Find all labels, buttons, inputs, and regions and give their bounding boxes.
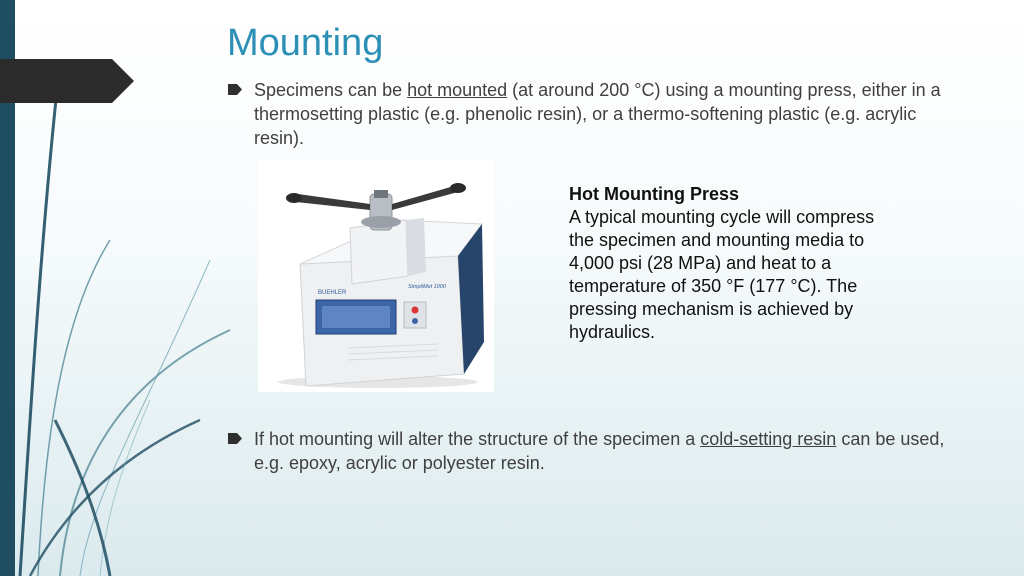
device-brand-label: BUEHLER: [318, 290, 347, 296]
hot-mounting-press-image: [258, 160, 494, 392]
bullet-text-part: (at around 200 °C) using a mounting press, either in a thermosetting plastic (e.g. phenolic resin), or a thermo-softening plastic (e.g. acrylic resin).: [254, 80, 941, 148]
title-arrow-tab: [0, 59, 134, 103]
arrow-bullet-icon: [227, 427, 254, 475]
image-caption: [569, 183, 899, 344]
bullet-text-part: Specimens can be: [254, 80, 408, 100]
hot-mounted-link[interactable]: hot mounted: [407, 80, 508, 100]
bullet-cold-setting: [227, 427, 967, 475]
cold-setting-resin-link[interactable]: cold-setting resin: [700, 429, 837, 449]
bullet-text-part: can be used, e.g. epoxy, acrylic or polyester resin.: [254, 429, 945, 473]
device-model-label: SimpliMet 1000: [408, 284, 446, 290]
bullet-text-part: If hot mounting will alter the structure of the specimen a: [254, 429, 701, 449]
bullet-hot-mounting: [227, 78, 967, 150]
caption-body: A typical mounting cycle will compress the specimen and mounting media to 4,000 psi (28 MPa) and heat to a temperature of 350 °F (177 °C). The pressing mechanism is achieved by hydraulics.: [569, 207, 875, 342]
arrow-bullet-icon: [227, 78, 254, 150]
slide-title: Mounting: [227, 22, 384, 64]
bullet-text: [254, 427, 967, 475]
bullet-text: [254, 78, 967, 150]
caption-heading: Hot Mounting Press: [569, 184, 739, 204]
